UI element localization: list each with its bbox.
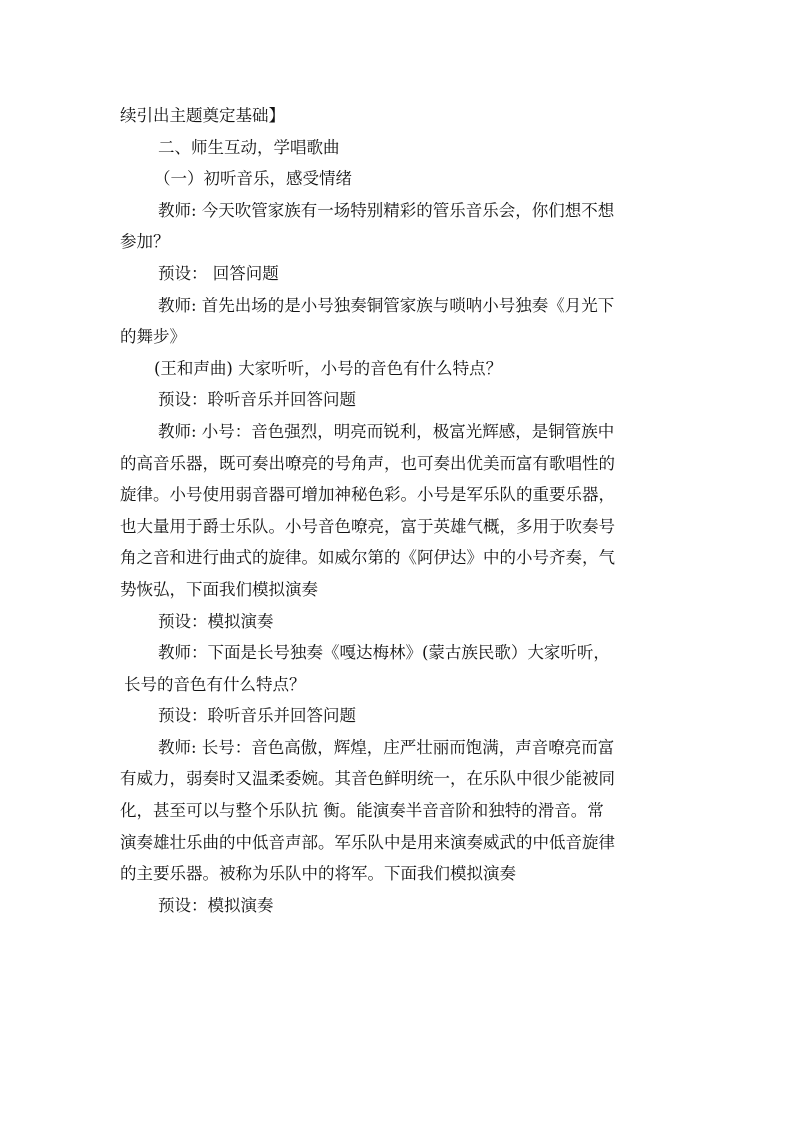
text-line: 的高音乐器，既可奏出嘹亮的号角声，也可奏出优美而富有歌唱性的 — [120, 453, 615, 473]
text-line: (王和声曲) 大家听听，小号的音色有什么特点？ — [154, 358, 503, 378]
text-line: 预设：模拟演奏 — [158, 895, 274, 915]
text-line: 的舞步》 — [120, 327, 186, 347]
text-line: 预设：模拟演奏 — [158, 611, 274, 631]
section-heading: 二、师生互动，学唱歌曲 — [158, 137, 340, 157]
text-line: 教师: 长号：音色高傲，辉煌，庄严壮丽而饱满，声音嘹亮而富 — [158, 737, 615, 757]
text-line: 化，甚至可以与整个乐队抗 衡。能演奏半音音阶和独特的滑音。常 — [120, 801, 604, 821]
text-line: 预设：聆听音乐并回答问题 — [158, 390, 356, 410]
text-line: 预设： 回答问题 — [158, 263, 279, 283]
text-line: 势恢弘，下面我们模拟演奏 — [120, 579, 318, 599]
text-line: 教师: 小号：音色强烈，明亮而锐利，极富光辉感，是铜管族中 — [158, 421, 615, 441]
text-line: 演奏雄壮乐曲的中低音声部。军乐队中是用来演奏威武的中低音旋律 — [120, 832, 615, 852]
text-line: 角之音和进行曲式的旋律。如威尔第的《阿伊达》中的小号齐奏，气 — [120, 548, 615, 568]
text-line: 长号的音色有什么特点？ — [124, 674, 306, 694]
text-line: 预设：聆听音乐并回答问题 — [158, 706, 356, 726]
text-line: 续引出主题奠定基础】 — [120, 106, 285, 125]
text-line: 参加？ — [120, 232, 170, 252]
document-body — [120, 100, 680, 921]
subsection-heading: （一）初听音乐，感受情绪 — [154, 169, 352, 189]
text-line: 的主要乐器。被称为乐队中的将军。下面我们模拟演奏 — [120, 864, 516, 884]
text-line: 也大量用于爵士乐队。小号音色嘹亮，富于英雄气概，多用于吹奏号 — [120, 516, 615, 536]
text-line: 教师: 今天吹管家族有一场特别精彩的管乐音乐会，你们想不想 — [158, 200, 615, 220]
text-line: 教师: 首先出场的是小号独奏铜管家族与唢呐小号独奏《月光下 — [158, 295, 615, 315]
text-line: 教师：下面是长号独奏《嘎达梅林》(蒙古族民歌）大家听听， — [158, 643, 610, 663]
text-line: 旋律。小号使用弱音器可增加神秘色彩。小号是军乐队的重要乐器， — [120, 485, 615, 505]
text-line: 有威力，弱奏时又温柔委婉。其音色鲜明统一，在乐队中很少能被同 — [120, 769, 615, 789]
